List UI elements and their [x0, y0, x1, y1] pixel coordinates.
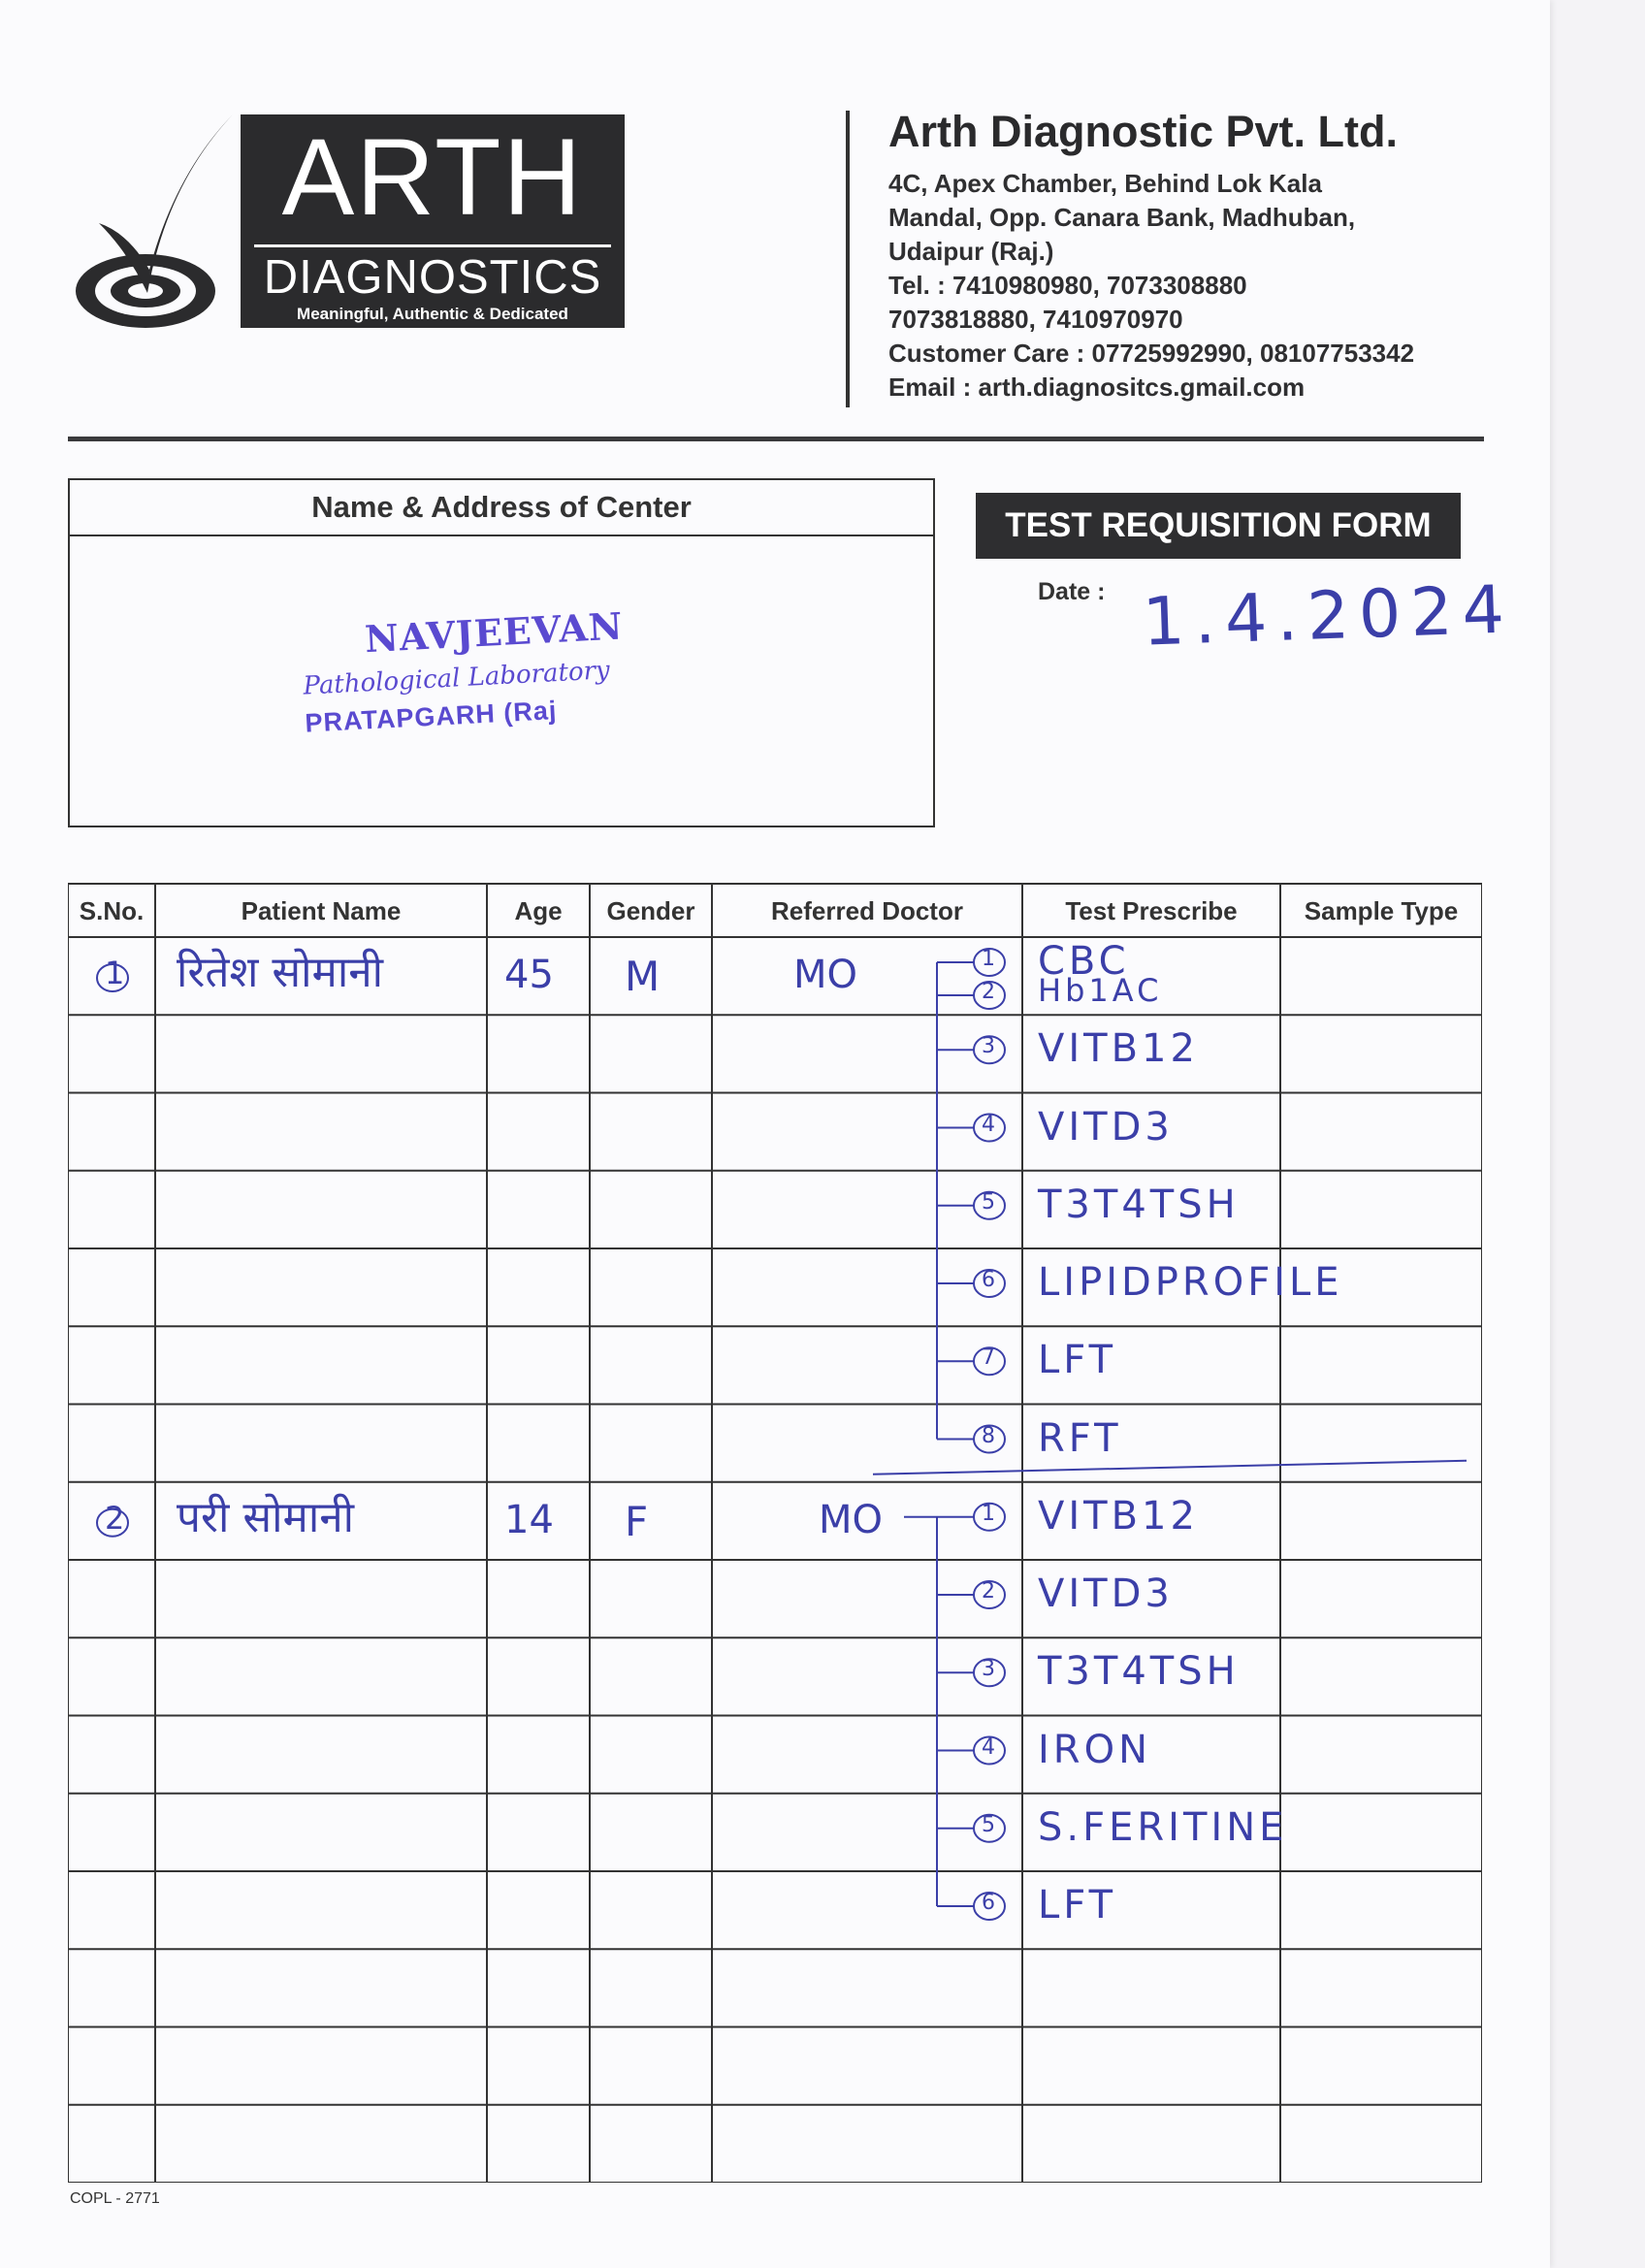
column-header: S.No. — [79, 896, 145, 925]
test-number: 4 — [982, 1734, 995, 1760]
address-line: Udaipur (Raj.) — [888, 237, 1054, 266]
test-number: 2 — [982, 980, 995, 1004]
logo-divider — [254, 244, 611, 247]
test-name: T3T4TSH — [1038, 1182, 1240, 1227]
test-number: 6 — [982, 1891, 995, 1915]
test-number: 5 — [982, 1189, 995, 1215]
test-number: 8 — [982, 1423, 995, 1448]
arth-logo — [60, 107, 632, 340]
test-name: RFT — [1038, 1415, 1122, 1461]
patient-gender: M — [625, 953, 661, 1000]
requisition-table — [68, 883, 1482, 2183]
referred-doctor: MO — [819, 1497, 883, 1542]
test-name: CBC — [1038, 939, 1130, 984]
patient-age: 14 — [504, 1497, 554, 1542]
test-name: VITD3 — [1038, 1571, 1174, 1616]
stamp-line: NAVJEEVAN — [363, 603, 625, 662]
email-line: Email : arth.diagnositcs.gmail.com — [888, 373, 1306, 402]
column-header: Sample Type — [1304, 896, 1459, 925]
date-label: Date : — [1038, 578, 1106, 605]
company-name: Arth Diagnostic Pvt. Ltd. — [888, 107, 1399, 156]
test-number: 6 — [982, 1268, 995, 1292]
test-number: 4 — [982, 1112, 995, 1137]
center-box — [68, 478, 935, 827]
test-number: 3 — [982, 1657, 995, 1682]
company-info — [888, 105, 1414, 405]
column-header: Test Prescribe — [1065, 896, 1238, 925]
column-header: Referred Doctor — [771, 896, 963, 925]
serial-number: 1 — [105, 955, 125, 991]
form-title: TEST REQUISITION FORM — [976, 493, 1461, 559]
address-line: 4C, Apex Chamber, Behind Lok Kala — [888, 169, 1322, 198]
logo-word: ARTH — [281, 116, 584, 238]
test-name: VITB12 — [1038, 1026, 1199, 1072]
header-rule — [68, 437, 1484, 441]
column-header: Age — [514, 896, 563, 925]
test-name: LFT — [1038, 1338, 1117, 1383]
phone-line: Tel. : 7410980980, 7073308880 — [888, 271, 1247, 300]
stamp-line: PRATAPGARH (Raj — [304, 696, 559, 738]
test-name: T3T4TSH — [1038, 1649, 1240, 1695]
test-number: 1 — [982, 947, 995, 971]
test-name: VITB12 — [1038, 1493, 1199, 1539]
address-line: Mandal, Opp. Canara Bank, Madhuban, — [888, 203, 1356, 232]
referred-doctor: MO — [793, 953, 857, 997]
test-name: S.FERITINE — [1038, 1804, 1288, 1850]
header-divider — [846, 111, 850, 407]
customer-care-line: Customer Care : 07725992990, 08107753342 — [888, 339, 1415, 368]
patient-age: 45 — [504, 953, 554, 997]
column-header: Gender — [606, 896, 695, 925]
test-number: 7 — [982, 1345, 995, 1371]
column-header: Patient Name — [241, 896, 402, 925]
grid-line — [873, 1461, 1467, 1474]
form-code: COPL - 2771 — [70, 2190, 160, 2207]
patient-gender: F — [625, 1497, 649, 1545]
test-name: LFT — [1038, 1883, 1117, 1928]
test-number: 1 — [982, 1501, 995, 1526]
test-name: VITD3 — [1038, 1104, 1174, 1150]
logo-sub: DIAGNOSTICS — [263, 251, 602, 304]
logo-tagline: Meaningful, Authentic & Dedicated — [297, 305, 568, 323]
logo-box — [241, 114, 625, 328]
test-name: Hb1AC — [1038, 972, 1163, 1009]
test-name: LIPIDPROFILE — [1038, 1260, 1343, 1305]
test-number: 5 — [982, 1812, 995, 1837]
stamp-line: Pathological Laboratory — [302, 656, 611, 701]
patient-name: रितेश सोमानी — [177, 948, 384, 997]
test-name: IRON — [1038, 1727, 1151, 1772]
patient-name: परी सोमानी — [177, 1492, 355, 1542]
target-check-icon — [60, 107, 244, 340]
company-address — [888, 167, 1414, 405]
test-number: 3 — [982, 1034, 995, 1059]
date-value: 1.4.2024 — [1141, 571, 1516, 662]
center-stamp — [300, 603, 629, 738]
serial-number: 2 — [105, 1499, 125, 1537]
center-heading: Name & Address of Center — [70, 480, 933, 536]
phone-line: 7073818880, 7410970970 — [888, 305, 1183, 334]
test-number: 2 — [982, 1579, 995, 1604]
